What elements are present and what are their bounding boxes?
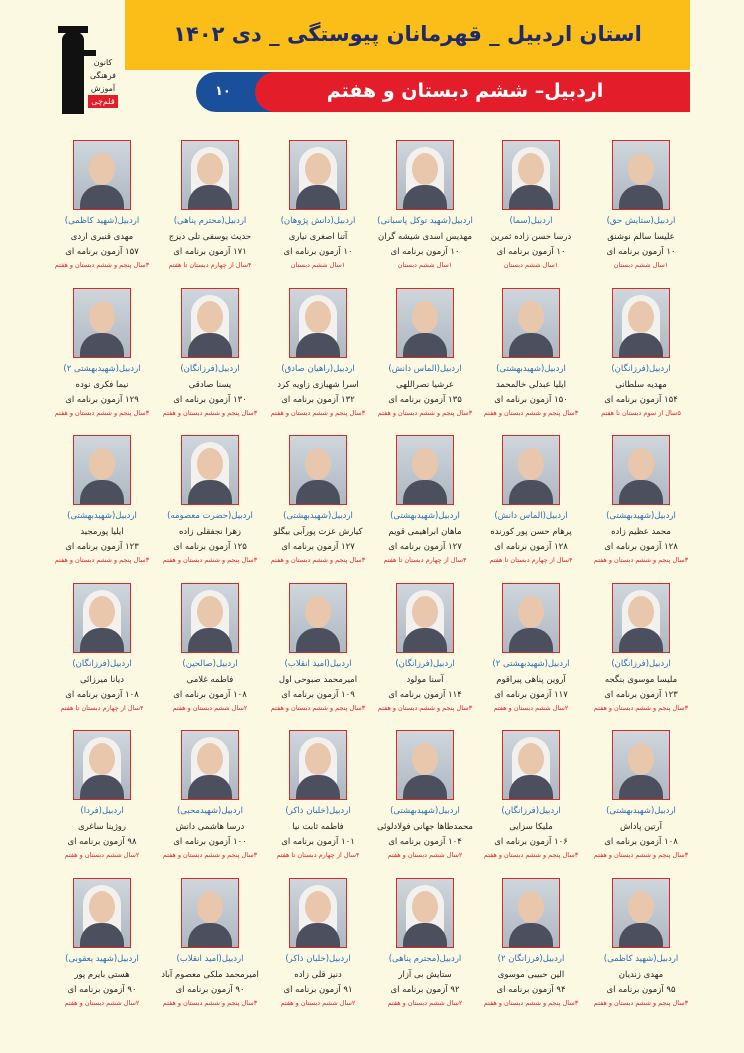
student-school: اردبیل(شهید کاظمی) — [64, 216, 140, 226]
student-school: اردبیل(سما) — [509, 216, 553, 226]
photo-face — [305, 891, 331, 923]
years-note: ۳سال پنجم و ششم دبستان و هفتم — [54, 409, 150, 417]
student-school: اردبیل(دانش پژوهان) — [280, 216, 356, 226]
student-card — [263, 288, 373, 417]
exam-count: ۱۰۱ آزمون برنامه ای — [281, 837, 355, 847]
years-note: ۴سال از چهارم دبستان تا هفتم — [276, 851, 360, 859]
years-note: ۳سال پنجم و ششم دبستان و هفتم — [270, 409, 366, 417]
years-note: ۳سال پنجم و ششم دبستان و هفتم — [483, 409, 579, 417]
student-name: حدیث یوسفی تلی دیزج — [168, 232, 252, 242]
photo-body — [619, 480, 663, 505]
photo-face — [628, 596, 654, 628]
photo-face — [89, 596, 115, 628]
student-photo — [289, 730, 347, 800]
student-card — [586, 435, 696, 564]
exam-count: ۱۳۲ آزمون برنامه ای — [281, 395, 355, 405]
exam-count: ۱۲۸ آزمون برنامه ای — [604, 542, 678, 552]
student-name: فاطمه غلامی — [186, 675, 234, 685]
student-school: اردبیل(فرزانگان) — [611, 364, 671, 374]
student-card — [370, 140, 480, 269]
student-card — [263, 583, 373, 712]
exam-count: ۹۲ آزمون برنامه ای — [390, 985, 460, 995]
student-card — [47, 435, 157, 564]
years-note: ۳سال پنجم و ششم دبستان و هفتم — [483, 851, 579, 859]
exam-count: ۱۱۷ آزمون برنامه ای — [494, 690, 568, 700]
student-school: اردبیل(فرزانگان) — [395, 659, 455, 669]
student-name: ایلیا پورمجید — [80, 527, 124, 537]
photo-face — [89, 891, 115, 923]
logo-text — [88, 56, 118, 108]
exam-count: ۱۲۷ آزمون برنامه ای — [388, 542, 462, 552]
student-school: اردبیل(محترم پناهی) — [173, 216, 247, 226]
student-card — [586, 288, 696, 417]
student-card — [155, 583, 265, 712]
photo-face — [628, 301, 654, 333]
years-note: ۳سال پنجم و ششم دبستان و هفتم — [593, 851, 689, 859]
photo-face — [197, 596, 223, 628]
exam-count: ۱۲۹ آزمون برنامه ای — [65, 395, 139, 405]
years-note: ۳سال پنجم و ششم دبستان و هفتم — [162, 851, 258, 859]
logo-line: کانون — [93, 58, 113, 67]
student-name: امیرمحمد صبوحی اول — [278, 675, 358, 685]
photo-face — [89, 743, 115, 775]
years-note: ۳سال پنجم و ششم دبستان و هفتم — [270, 704, 366, 712]
photo-face — [628, 448, 654, 480]
student-school: اردبیل(الماس دانش) — [494, 511, 568, 521]
student-card — [586, 140, 696, 269]
student-name: درسا حسن زاده ثمرین — [490, 232, 572, 242]
photo-body — [80, 185, 124, 210]
student-school: اردبیل(فرزانگان) — [501, 806, 561, 816]
years-note: ۳سال پنجم و ششم دبستان و هفتم — [377, 704, 473, 712]
student-school: اردبیل(خلبان ذاکر) — [285, 806, 351, 816]
photo-body — [188, 923, 232, 948]
photo-face — [518, 153, 544, 185]
student-photo — [73, 435, 131, 505]
photo-body — [403, 333, 447, 358]
student-name: علیسا سالم نوشنق — [607, 232, 675, 242]
student-card — [476, 435, 586, 564]
student-school: اردبیل(حضرت معصومه) — [167, 511, 253, 521]
page-number: ۱۰ — [215, 84, 231, 99]
student-name: الین حبیبی موسوی — [497, 970, 565, 980]
student-name: دیانا میرزائی — [79, 675, 125, 685]
exam-count: ۱۰ آزمون برنامه ای — [496, 247, 566, 257]
student-name: ملیسا موسوی بنگجه — [604, 675, 678, 685]
student-school: اردبیل(شهیدبهشتی) — [606, 511, 676, 521]
years-note: ۳سال پنجم و ششم دبستان و هفتم — [377, 409, 473, 417]
student-school: اردبیل(شهیدبهشتی) — [606, 806, 676, 816]
years-note: ۲سال ششم دبستان و هفتم — [64, 999, 140, 1007]
student-card — [476, 878, 586, 1007]
student-name: عرشیا نصراللهی — [396, 380, 454, 390]
student-photo — [181, 140, 239, 210]
photo-body — [403, 775, 447, 800]
student-photo — [73, 878, 131, 948]
years-note: ۴سال از چهارم دبستان تا هفتم — [489, 556, 573, 564]
student-name: مهدی قنبری اردی — [70, 232, 134, 242]
student-card — [155, 435, 265, 564]
exam-count: ۱۰۶ آزمون برنامه ای — [494, 837, 568, 847]
student-name: مهدیه سلطانی — [615, 380, 667, 390]
photo-face — [197, 301, 223, 333]
student-name: نیما فکری نوده — [75, 380, 129, 390]
student-card — [47, 878, 157, 1007]
student-photo — [502, 435, 560, 505]
student-photo — [289, 583, 347, 653]
student-photo — [181, 878, 239, 948]
student-photo — [612, 730, 670, 800]
student-photo — [73, 730, 131, 800]
photo-face — [412, 743, 438, 775]
years-note: ۳سال پنجم و ششم دبستان و هفتم — [54, 261, 150, 269]
student-name: دنیز قلی زاده — [294, 970, 342, 980]
years-note: ۵سال از سوم دبستان تا هفتم — [601, 409, 681, 417]
photo-body — [509, 628, 553, 653]
photo-face — [305, 301, 331, 333]
student-card — [370, 583, 480, 712]
years-note: ۲سال ششم دبستان و هفتم — [387, 851, 463, 859]
student-school: اردبیل(شهیدبهشتی) — [390, 806, 460, 816]
student-school: اردبیل(شهیدبهشتی) — [67, 511, 137, 521]
student-school: اردبیل(الماس دانش) — [388, 364, 462, 374]
years-note: ۲سال ششم دبستان و هفتم — [280, 999, 356, 1007]
student-photo — [289, 288, 347, 358]
exam-count: ۱۳۰ آزمون برنامه ای — [173, 395, 247, 405]
student-card — [370, 878, 480, 1007]
photo-face — [412, 153, 438, 185]
years-note: ۳سال پنجم و ششم دبستان و هفتم — [270, 556, 366, 564]
student-name: آرتین پاداش — [619, 822, 663, 832]
student-card — [47, 140, 157, 269]
student-school: اردبیل(فرزانگان) — [611, 659, 671, 669]
photo-face — [305, 153, 331, 185]
years-note: ۳سال پنجم و ششم دبستان و هفتم — [593, 999, 689, 1007]
exam-count: ۱۵۷ آزمون برنامه ای — [65, 247, 139, 257]
photo-face — [305, 596, 331, 628]
photo-face — [628, 891, 654, 923]
photo-face — [305, 448, 331, 480]
student-photo — [396, 435, 454, 505]
photo-face — [518, 448, 544, 480]
years-note: ۳سال پنجم و ششم دبستان و هفتم — [483, 999, 579, 1007]
photo-body — [80, 333, 124, 358]
student-school: اردبیل(فرزانگان ۲) — [497, 954, 565, 964]
exam-count: ۱۰۴ آزمون برنامه ای — [388, 837, 462, 847]
years-note: ۴سال از چهارم دبستان تا هفتم — [168, 261, 252, 269]
exam-count: ۱۰ آزمون برنامه ای — [390, 247, 460, 257]
logo-line: قلم‌چی — [88, 95, 118, 108]
student-name: آسنا مولود — [406, 675, 444, 685]
student-name: زهرا نجفقلی زاده — [178, 527, 242, 537]
years-note: ۱سال ششم دبستان — [613, 261, 669, 269]
exam-count: ۱۰ آزمون برنامه ای — [606, 247, 676, 257]
student-photo — [502, 140, 560, 210]
student-card — [47, 730, 157, 859]
student-photo — [396, 878, 454, 948]
exam-count: ۱۳۵ آزمون برنامه ای — [388, 395, 462, 405]
student-school: اردبیل(امید انقلاب) — [176, 954, 244, 964]
photo-face — [518, 596, 544, 628]
student-card — [586, 878, 696, 1007]
photo-face — [412, 448, 438, 480]
photo-face — [412, 891, 438, 923]
student-school: اردبیل(صالحین) — [182, 659, 238, 669]
exam-count: ۱۰۸ آزمون برنامه ای — [65, 690, 139, 700]
years-note: ۱سال ششم دبستان — [290, 261, 346, 269]
photo-face — [305, 743, 331, 775]
photo-face — [412, 301, 438, 333]
logo-line: فرهنگی — [90, 71, 116, 80]
student-photo — [612, 435, 670, 505]
years-note: ۲سال ششم دبستان و هفتم — [64, 851, 140, 859]
student-card — [263, 435, 373, 564]
student-name: کیارش عزت پورآبی بیگلو — [273, 527, 363, 537]
student-photo — [502, 730, 560, 800]
student-photo — [502, 288, 560, 358]
student-school: اردبیل(شهیدبهشتی) — [390, 511, 460, 521]
kanoon-logo — [58, 24, 120, 116]
student-school: اردبیل(شهیدبهشتی ۲) — [492, 659, 570, 669]
photo-body — [509, 333, 553, 358]
years-note: ۳سال پنجم و ششم دبستان و هفتم — [162, 409, 258, 417]
photo-face — [197, 153, 223, 185]
student-card — [370, 435, 480, 564]
student-photo — [396, 730, 454, 800]
student-school: اردبیل(شهیدمحبی) — [176, 806, 243, 816]
student-name: هستی بایرم پور — [74, 970, 130, 980]
photo-body — [619, 775, 663, 800]
years-note: ۳سال پنجم و ششم دبستان و هفتم — [593, 556, 689, 564]
student-card — [476, 730, 586, 859]
exam-count: ۱۵۴ آزمون برنامه ای — [604, 395, 678, 405]
student-photo — [181, 435, 239, 505]
student-photo — [181, 288, 239, 358]
student-photo — [289, 878, 347, 948]
page-subtitle: اردبیل– ششم دبستان و هفتم — [326, 80, 604, 102]
student-card — [155, 140, 265, 269]
student-card — [586, 730, 696, 859]
years-note: ۲سال ششم دبستان و هفتم — [172, 704, 248, 712]
years-note: ۳سال پنجم و ششم دبستان و هفتم — [593, 704, 689, 712]
student-card — [370, 730, 480, 859]
photo-body — [296, 628, 340, 653]
photo-body — [509, 480, 553, 505]
student-name: ماهان ابراهیمی قویم — [388, 527, 462, 537]
photo-face — [518, 301, 544, 333]
years-note: ۱سال ششم دبستان — [397, 261, 453, 269]
student-card — [370, 288, 480, 417]
student-card — [476, 140, 586, 269]
exam-count: ۹۸ آزمون برنامه ای — [67, 837, 137, 847]
student-photo — [73, 140, 131, 210]
student-name: درسا هاشمی دانش — [175, 822, 245, 832]
student-name: فاطمه ثابت نیا — [292, 822, 344, 832]
student-photo — [502, 583, 560, 653]
exam-count: ۱۰۹ آزمون برنامه ای — [281, 690, 355, 700]
student-school: اردبیل(ستایش حق) — [606, 216, 676, 226]
exam-count: ۹۱ آزمون برنامه ای — [283, 985, 353, 995]
student-photo — [73, 288, 131, 358]
photo-face — [89, 301, 115, 333]
photo-body — [403, 480, 447, 505]
student-name: امیرمحمد ملکی معصوم آباد — [161, 970, 259, 980]
student-name: ملیکا سزایی — [509, 822, 553, 832]
student-photo — [612, 288, 670, 358]
student-photo — [289, 435, 347, 505]
exam-count: ۱۲۳ آزمون برنامه ای — [65, 542, 139, 552]
student-name: اسرا شهبازی زاویه کرد — [277, 380, 359, 390]
student-name: محمد عظیم زاده — [611, 527, 671, 537]
photo-face — [89, 448, 115, 480]
years-note: ۱سال ششم دبستان — [503, 261, 559, 269]
student-name: مهدیس اسدی شیشه گران — [377, 232, 472, 242]
student-school: اردبیل(امید انقلاب) — [284, 659, 352, 669]
student-school: اردبیل(شهیدبهشتی) — [283, 511, 353, 521]
exam-count: ۹۰ آزمون برنامه ای — [67, 985, 137, 995]
student-card — [155, 288, 265, 417]
student-photo — [612, 878, 670, 948]
student-school: اردبیل(خلبان ذاکر) — [285, 954, 351, 964]
student-name: یسنا صادقی — [188, 380, 232, 390]
exam-count: ۹۰ آزمون برنامه ای — [175, 985, 245, 995]
exam-count: ۱۵۰ آزمون برنامه ای — [494, 395, 568, 405]
exam-count: ۱۰۸ آزمون برنامه ای — [604, 837, 678, 847]
student-card — [47, 583, 157, 712]
student-card — [263, 140, 373, 269]
student-card — [155, 730, 265, 859]
student-card — [47, 288, 157, 417]
exam-count: ۱۱۴ آزمون برنامه ای — [388, 690, 462, 700]
student-card — [586, 583, 696, 712]
exam-count: ۱۲۵ آزمون برنامه ای — [173, 542, 247, 552]
student-name: آروین پناهی پیراقوم — [496, 675, 566, 685]
photo-face — [518, 891, 544, 923]
student-photo — [181, 730, 239, 800]
years-note: ۳سال پنجم و ششم دبستان و هفتم — [54, 556, 150, 564]
student-photo — [396, 583, 454, 653]
exam-count: ۱۰۰ آزمون برنامه ای — [173, 837, 247, 847]
logo-line: آموزش — [90, 84, 116, 93]
exam-count: ۱۰۸ آزمون برنامه ای — [173, 690, 247, 700]
years-note: ۴سال از چهارم دبستان تا هفتم — [60, 704, 144, 712]
photo-body — [509, 923, 553, 948]
student-card — [263, 878, 373, 1007]
student-school: اردبیل(فرزانگان) — [180, 364, 240, 374]
student-photo — [73, 583, 131, 653]
student-photo — [502, 878, 560, 948]
student-name: محمدطاها جهانی فولادلوئی — [377, 822, 473, 832]
photo-face — [197, 448, 223, 480]
student-school: اردبیل(فرزانگان) — [72, 659, 132, 669]
student-name: پرهام حسن پور کورنده — [490, 527, 572, 537]
student-school: اردبیل(شهید توکل پاسبانی) — [377, 216, 473, 226]
photo-face — [89, 153, 115, 185]
student-photo — [396, 288, 454, 358]
student-card — [263, 730, 373, 859]
student-name: آتنا اصغری نیاری — [288, 232, 348, 242]
student-name: مهدی زندیان — [618, 970, 664, 980]
photo-face — [628, 743, 654, 775]
student-name: ایلیا عبدلی خالمحمد — [495, 380, 567, 390]
photo-face — [197, 891, 223, 923]
years-note: ۴سال از چهارم دبستان تا هفتم — [383, 556, 467, 564]
student-school: اردبیل(شهیدبهشتی ۲) — [63, 364, 141, 374]
student-photo — [396, 140, 454, 210]
page-title: استان اردبیل _ قهرمانان پیوستگی _ دی ۱۴۰۲ — [173, 22, 642, 46]
years-note: ۲سال ششم دبستان و هفتم — [493, 704, 569, 712]
student-school: اردبیل(راهیان صادق) — [281, 364, 355, 374]
exam-count: ۱۷۱ آزمون برنامه ای — [173, 247, 247, 257]
exam-count: ۱۰ آزمون برنامه ای — [283, 247, 353, 257]
student-school: اردبیل(شهید کاظمی) — [603, 954, 679, 964]
student-school: اردبیل(فردا) — [80, 806, 124, 816]
photo-face — [412, 596, 438, 628]
exam-count: ۱۲۳ آزمون برنامه ای — [604, 690, 678, 700]
student-name: روژینا ساغری — [77, 822, 127, 832]
exam-count: ۱۲۷ آزمون برنامه ای — [281, 542, 355, 552]
student-card — [476, 583, 586, 712]
photo-body — [296, 480, 340, 505]
years-note: ۲سال ششم دبستان و هفتم — [387, 999, 463, 1007]
photo-face — [628, 153, 654, 185]
photo-body — [80, 480, 124, 505]
student-card — [476, 288, 586, 417]
exam-count: ۹۴ آزمون برنامه ای — [496, 985, 566, 995]
student-card — [155, 878, 265, 1007]
student-photo — [612, 583, 670, 653]
student-name: ستایش بی آزار — [398, 970, 452, 980]
photo-face — [518, 743, 544, 775]
student-photo — [181, 583, 239, 653]
years-note: ۳سال پنجم و ششم دبستان و هفتم — [162, 999, 258, 1007]
student-photo — [289, 140, 347, 210]
exam-count: ۹۵ آزمون برنامه ای — [606, 985, 676, 995]
exam-count: ۱۲۸ آزمون برنامه ای — [494, 542, 568, 552]
student-school: اردبیل(محترم پناهی) — [388, 954, 462, 964]
photo-face — [197, 743, 223, 775]
student-school: اردبیل(شهید یعقوبی) — [65, 954, 139, 964]
graduate-figure-icon — [62, 32, 84, 114]
years-note: ۳سال پنجم و ششم دبستان و هفتم — [162, 556, 258, 564]
photo-body — [619, 185, 663, 210]
student-photo — [612, 140, 670, 210]
photo-body — [619, 923, 663, 948]
student-school: اردبیل(شهیدبهشتی) — [496, 364, 566, 374]
